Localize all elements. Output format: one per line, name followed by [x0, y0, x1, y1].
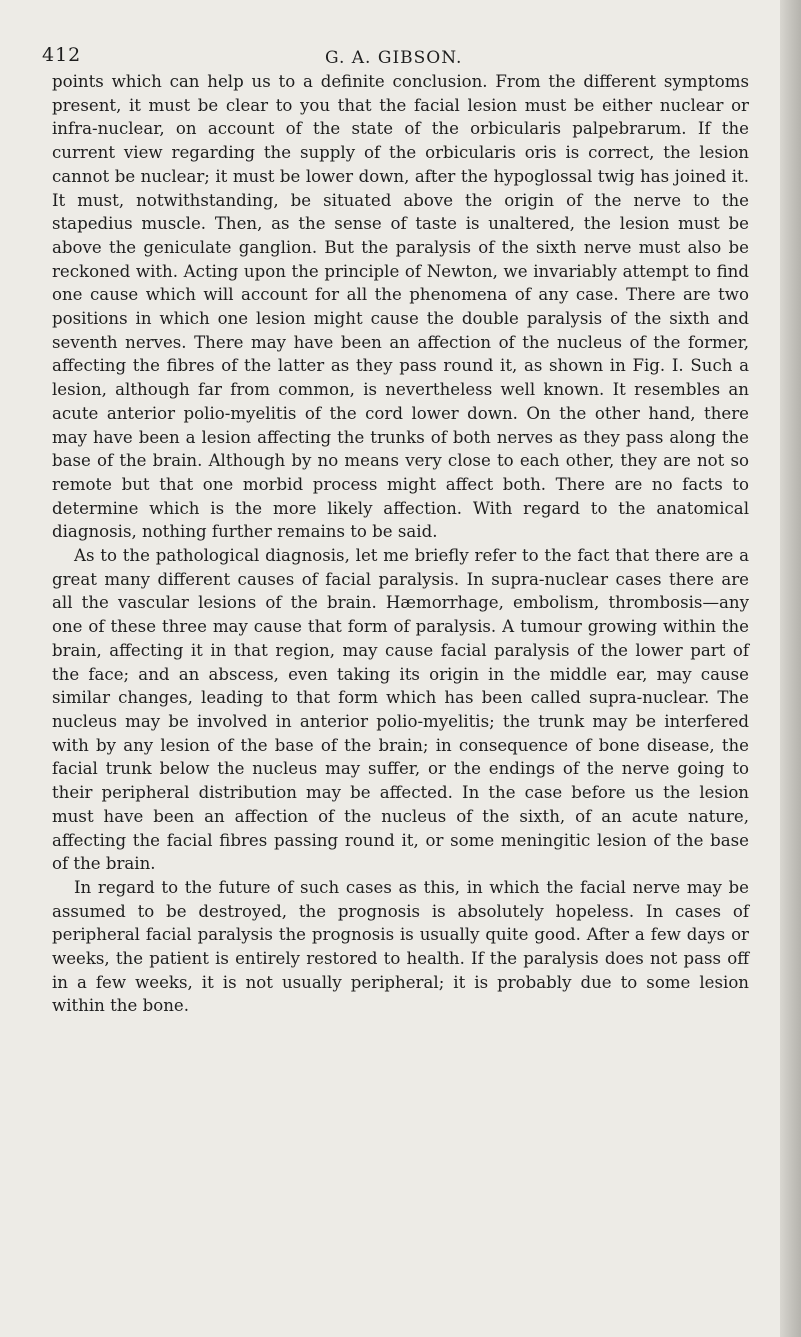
- paragraph-1: points which can help us to a definite conclusion. From the different symptoms present, it must be clear to you that the facial lesion must be either nuclear or infra-nuclear, on account of the state of the orbicularis palpebrarum. If the current view regarding the supply of the orbicularis oris is correct, the lesion cannot be nuclear; it must be lower down, after the hypoglossal twig has joined it. It must, notwithstanding, be situated above the origin of the nerve to the stapedius muscle. Then, as the sense of taste is unaltered, the lesion must be above the geniculate ganglion. But the paralysis of the sixth nerve must also be reckoned with. Acting upon the principle of Newton, we invariably attempt to find one cause which will account for all the phenomena of any case. There are two positions in which one lesion might cause the double paralysis of the sixth and seventh nerves. There may have been an affection of the nucleus of the former, affecting the fibres of the latter as they pass round it, as shown in Fig. I. Such a lesion, although far from common, is nevertheless well known. It resembles an acute anterior polio-myelitis of the cord lower down. On the other hand, there may have been a lesion affecting the trunks of both nerves as they pass along the base of the brain. Although by no means very close to each other, they are not so remote but that one morbid process might affect both. There are no facts to determine which is the more likely affection. With regard to the anatomical diagnosis, nothing further remains to be said.: [52, 72, 749, 542]
- paragraph-3: In regard to the future of such cases as this, in which the facial nerve may be assumed to be destroyed, the prognosis is absolutely hopeless. In cases of peripheral facial paralysis the prognosis is usually quite good. After a few days or weeks, the patient is entirely restored to health. If the paralysis does not pass off in a few weeks, it is not usually peripheral; it is probably due to some lesion within the bone.: [52, 877, 749, 1016]
- page-edge: [780, 0, 801, 1337]
- running-head: G. A. GIBSON.: [325, 48, 463, 68]
- page-number: 412: [42, 44, 82, 66]
- paragraph-2: As to the pathological diagnosis, let me briefly refer to the fact that there are a great many different causes of facial paralysis. In supra-nuclear cases there are all the vascular lesions of the brain. Hæmorrhage, embolism, thrombosis—any one of these three may cause that form of paralysis. A tumour growing within the brain, affecting it in that region, may cause facial paralysis of the lower part of the face; and an abscess, even taking its origin in the middle ear, may cause similar changes, leading to that form which has been called supra-nuclear. The nucleus may be involved in anterior polio-myelitis; the trunk may be interfered with by any lesion of the base of the brain; in consequence of bone disease, the facial trunk below the nucleus may suffer, or the endings of the nerve going to their peripheral distribution may be affected. In the case before us the lesion must have been an affection of the nucleus of the sixth, of an acute nature, affecting the facial fibres passing round it, or some meningitic lesion of the base of the brain.: [52, 546, 749, 874]
- body-text: [52, 70, 749, 1018]
